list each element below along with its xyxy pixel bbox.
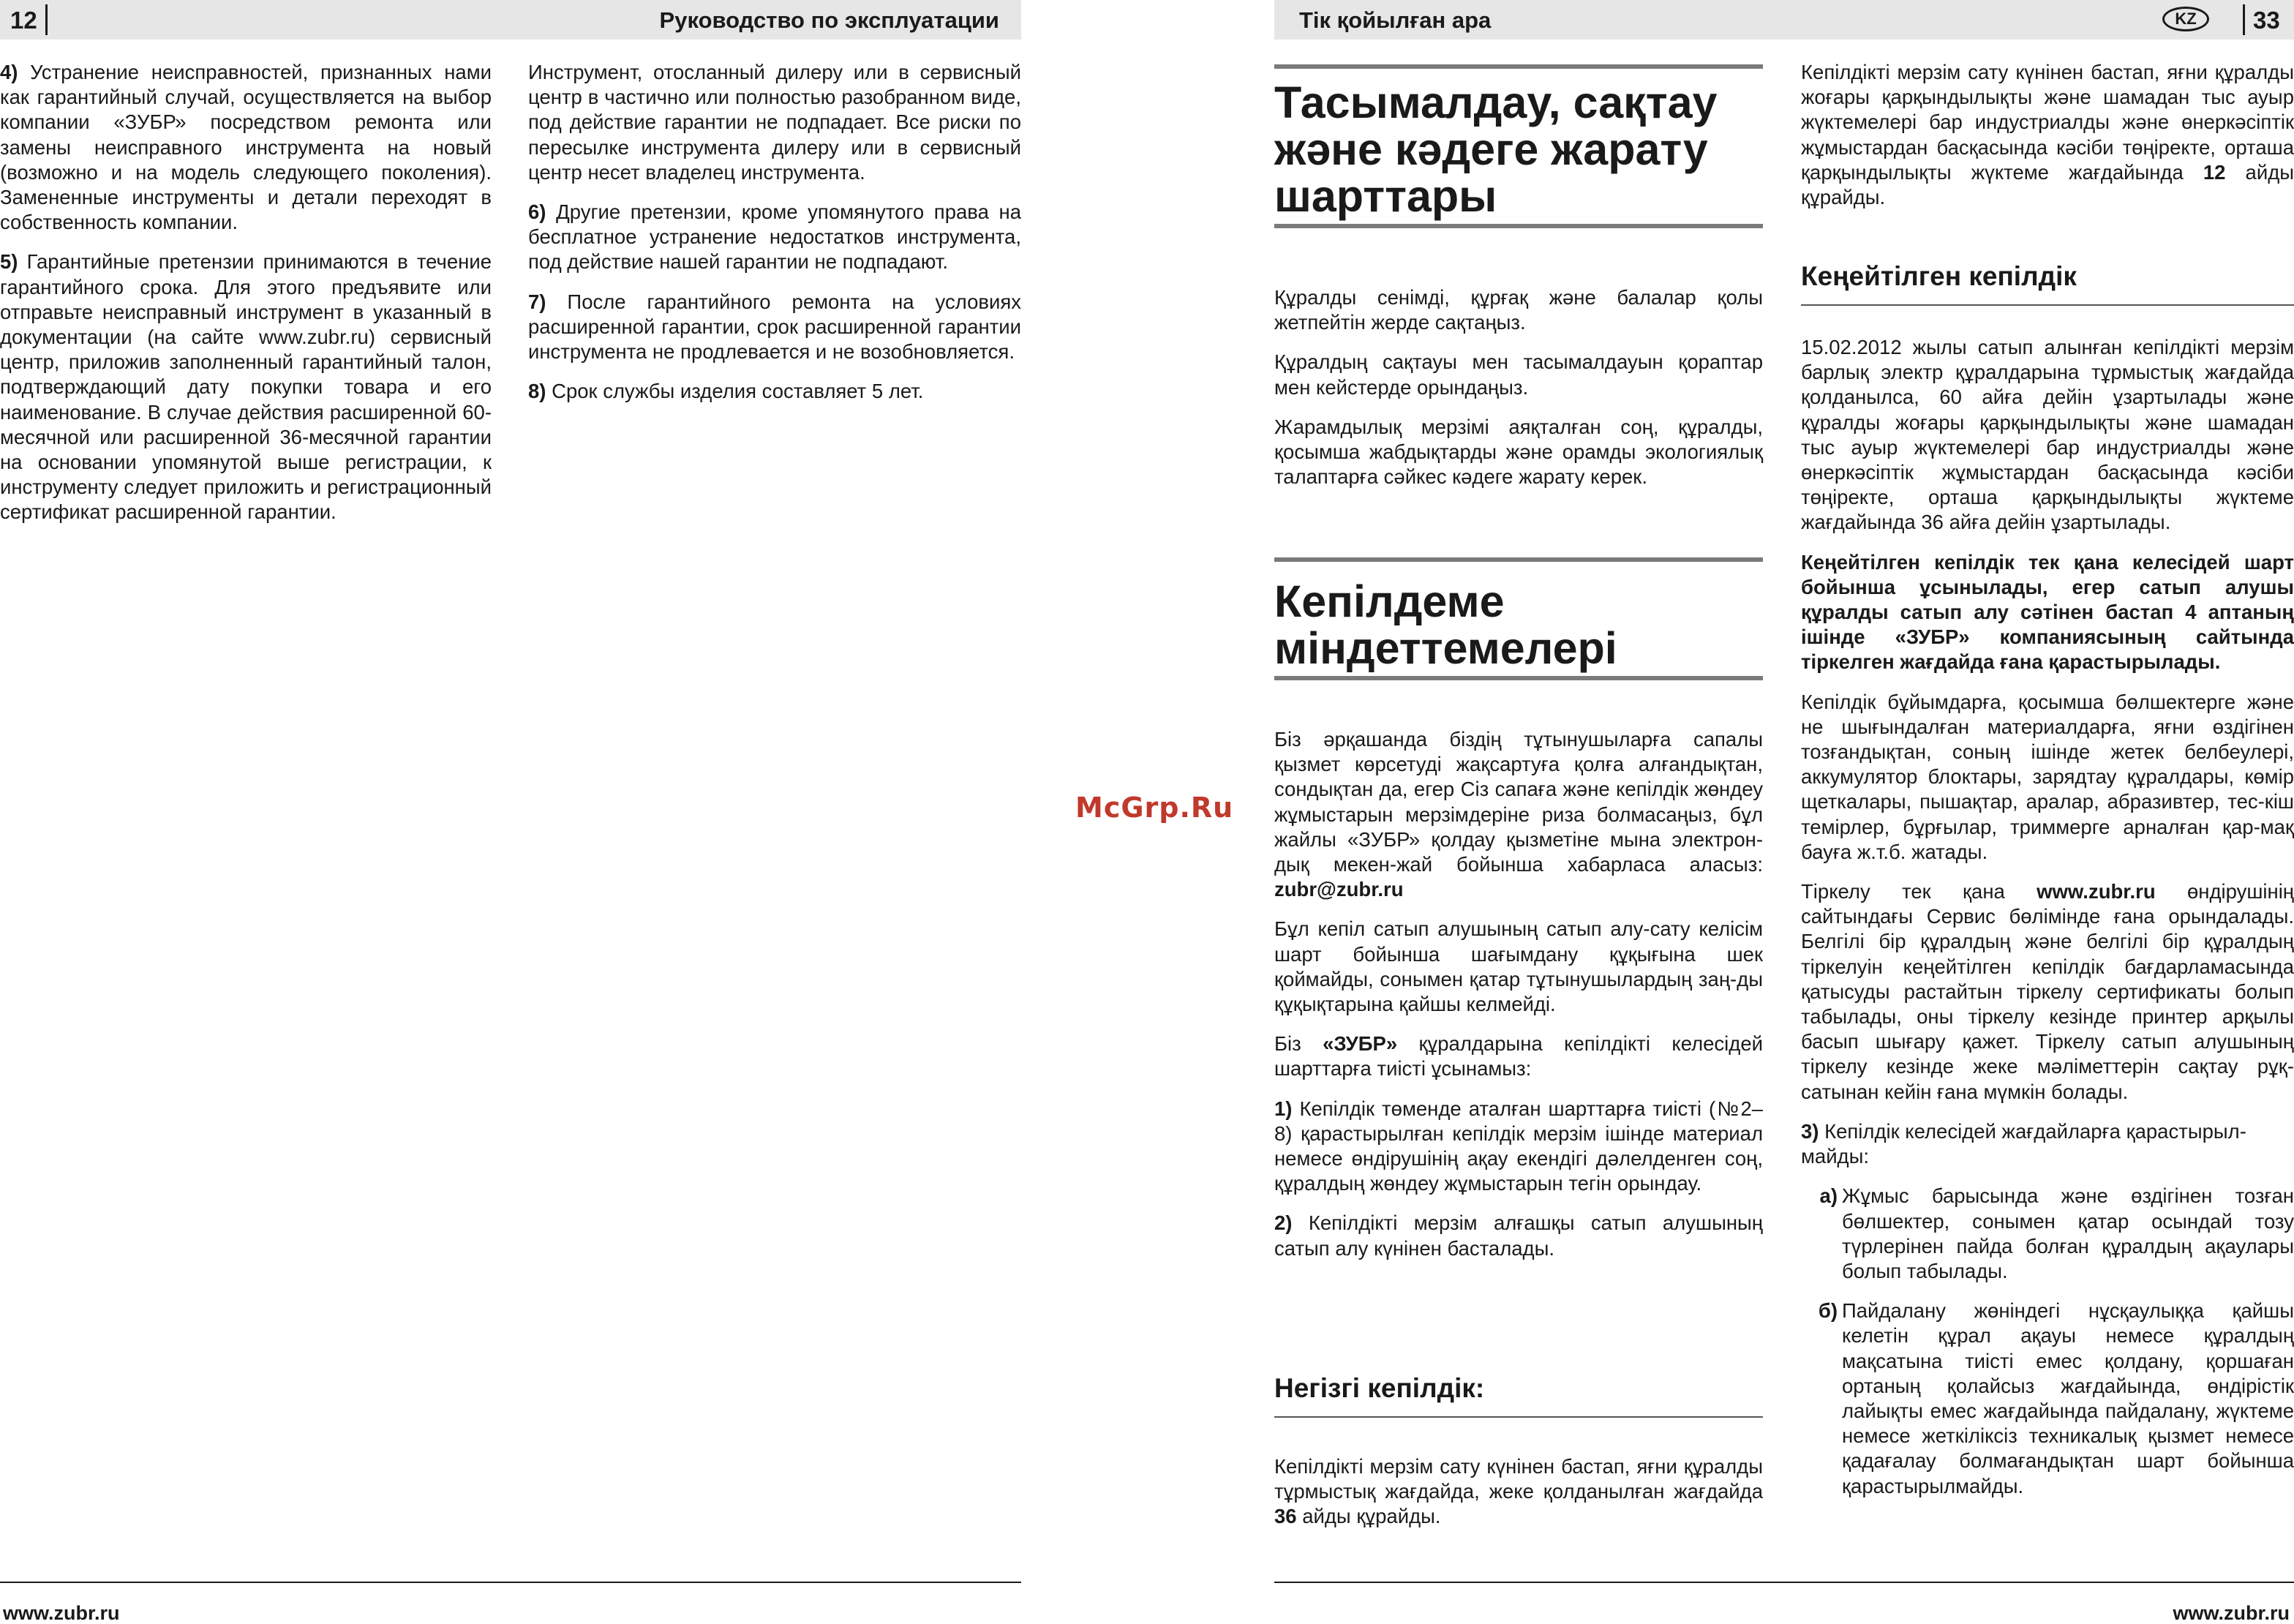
left-column-2 [528,60,1021,418]
paragraph: 6) Другие претензии, кроме упомянутого права на бесплатное устранение недостатков инструмента, под действие нашей гарантии не подпадают. [528,200,1021,274]
paragraph: Тіркелу тек қана www.zubr.ru өндірушінің сайтындағы Сервис бөлімінде ғана орындалады. Белгілі бір құралдың және белгілі бір құралдың тіркелуін кеңейтілген кепілдік бағдарламасында қатысуды растайтын тіркелу сертификаты болып табылады, оны тіркелу кезінде принтер арқылы басып шығару қажет. Тіркелу сатып алушының тіркелу кезінде жеке мәліметтерін сақтау рұқ-сатынан кейін ғана мүмкін болады. [1801,880,2294,1103]
right-page-number: 33 [2253,7,2280,34]
paragraph: Кепілдікті мерзім сату күнінен бастап, яғни құралды жоғары қарқындылықты және шамадан тыс ауыр жүктемелері бар индустриалды және өнеркәсіптік жұмыстардан басқасында кәсіби төңіректе, орташа қарқындылықты жүктеме жағдайында 12 айды құрайды. [1801,61,2294,209]
site-link[interactable]: www.zubr.ru [2037,880,2156,903]
basic-warranty-text [1274,1454,1763,1544]
paragraph: Құралдың сақтауы мен тасымалдауын қораптар мен кейстерде орындаңыз. [1274,350,1763,399]
section-title-warranty: Кепілдеме міндеттемелері [1274,576,1617,673]
email-link[interactable]: zubr@zubr.ru [1274,878,1404,901]
paragraph: 7) После гарантийного ремонта на условиях расширенной гарантии, срок расширенной гарантии инструмента не продлевается и не возобновляется. [528,290,1021,364]
subsection-rule [1274,1416,1763,1418]
paragraph: 5) Гарантийные претензии принимаются в течение гарантийного срока. Для этого предъявите или отправьте неисправный инструмент в указанный в документации (на сайте www.zubr.ru) сервисный центр, приложив заполненный гарантийный талон, подтверждающий дату покупки товара и его наименование. В случае действия расширенной 60-месячной или расширенной 36-месячной гарантии на основании упомянутой выше регистрации, к инструменту следует приложить и регистрационный сертификат расширенной гарантии. [0,250,492,524]
left-footer-line [0,1582,1021,1583]
section-title-transport: Тасымалдау, сақтау және кәдеге жарату шарттары [1274,78,1718,221]
section-rule [1274,224,1763,228]
list-item: а) Жұмыс барысында және өздігінен тозған бөлшектер, сонымен қатар осындай тозу түрлерінен пайда болған құралдың ақаулары болып табылады. [1819,1184,2294,1282]
left-page-number: 12 [10,7,37,34]
paragraph: 3) Кепілдік келесідей жағдайларға қарастырыл-майды: [1801,1119,2246,1168]
extended-warranty-title: Кеңейтілген кепілдік [1801,261,2077,291]
paragraph: 8) Срок службы изделия составляет 5 лет. [528,380,924,403]
list-item: б) Пайдалану жөніндегі нұсқаулыққа қайшы келетін құрал ақауы немесе құралдың мақсатына тиісті емес қолдану, қоршаған ортаның қолайсыз жағдайында, өндірістік лайықты емес жағдайында пайдалану, жүктеме немесе жеткіліксіз техникалық қызмет немесе қадағалау болмағандықтан шарт бойынша қарастырылмайды. [1818,1299,2294,1497]
watermark: McGrp.Ru [1075,792,1234,824]
paragraph: Біз әрқашанда біздің тұтынушыларға сапалы қызмет көрсетуді жақсартуға қолға алғандықтан, сондықтан да, егер Сіз сапаға және кепілдік жөндеу жұмыстарын мерзімдеріне риза болмасаңыз, бұл жайлы «ЗУБР» қолдау қызметіне мына электрон-дық мекен-жай бойынша хабарласа аласыз: zubr@zubr.ru [1274,728,1763,901]
paragraph: Кеңейтілген кепілдік тек қана келесідей шарт бойынша ұсынылады, егер сатып алушы құралды сатып алу сәтінен бастап 4 аптаның ішінде «ЗУБР» компаниясының сайтында тіркелген жағдайда ғана қарастырылады. [1801,550,2294,674]
right-footer-line [1274,1582,2294,1583]
extended-warranty-text [1801,335,2294,1514]
left-header-title: Руководство по эксплуатации [659,7,999,33]
right-column-2 [1801,60,2294,225]
right-header-separator [2243,4,2245,35]
section2-text [1274,727,1763,1276]
subsection-rule [1801,304,2294,306]
left-footer-url[interactable]: www.zubr.ru [3,1602,120,1624]
paragraph: 4) Устранение неисправностей, признанных нами как гарантийный случай, осуществляется на выбор компании «ЗУБР» посредством ремонта или замены неисправного инструмента на новый (возможно и на модель следующего поколения). Замененные инструменты и детали переходят в собственность компании. [0,61,492,234]
left-column-1 [0,60,492,540]
basic-warranty-title: Негізгі кепілдік: [1274,1373,1485,1403]
paragraph: Бұл кепіл сатып алушының сатып алу-сату келісім шарт бойынша шағымдану құқығына шек қоймайды, сонымен қатар тұтынушылардың заң-ды құқықтарына қайшы келмейді. [1274,917,1763,1016]
paragraph: Біз «ЗУБР» құралдарына кепілдікті келесідей шарттарға тиісті ұсынамыз: [1274,1032,1763,1080]
paragraph: Инструмент, отосланный дилеру или в сервисный центр в частично или полностью разобранном виде, под действие гарантии не подпадает. Все риски по пересылке инструмента дилеру или в сервисный центр несет владелец инструмента. [528,61,1021,184]
left-header-separator [45,4,48,35]
paragraph: Жарамдылық мерзімі аяқталған соң, құралды, қосымша жабдықтарды және орамды экологиялық талаптарға сәйкес кәдеге жарату керек. [1274,415,1763,489]
paragraph: Кепілдікті мерзім сату күнінен бастап, яғни құралды тұрмыстық жағдайда, жеке қолданылған жағдайда 36 айды құрайды. [1274,1455,1763,1528]
right-header-title: Тік қойылған ара [1299,7,1492,33]
section-rule [1274,557,1763,562]
paragraph: 15.02.2012 жылы сатып алынған кепілдікті мерзім барлық электр құралдарына тұрмыстық жағдайда қолданылса, 60 айға дейін ұзартылады және құралды жоғары қарқындылықты және шамадан тыс ауыр жүктемелері бар индустриалды және өнеркәсіптік жұмыстардан басқасында кәсіби төңіректе, орташа қарқындылықты жүктеме жағдайында 36 айға дейін ұзартылады. [1801,336,2294,534]
section-rule [1274,64,1763,69]
language-badge: KZ [2162,7,2209,31]
paragraph: 1) Кепілдік төменде аталған шарттарға тиісті (№2–8) қарастырылған кепілдік мерзім ішінде материал немесе өндірушінің ақау екендігі дәлелденген соң, құралдың жөндеу жұмыстарын тегін орындау. [1274,1097,1763,1195]
section-rule [1274,676,1763,680]
right-footer-url[interactable]: www.zubr.ru [2173,1602,2290,1624]
paragraph: Кепілдік бұйымдарға, қосымша бөлшектерге және не шығындалған материалдарға, яғни өздігінен тозғандықтан, соның ішінде жетек белбеулері, аккумулятор блоктары, зарядтау құралдары, көмір щеткалары, пышақтар, аралар, абразивтер, тес-кіш темірлер, бұрғылар, триммерге арналған қар-мақ бауға ж.т.б. жатады. [1801,690,2294,863]
paragraph: 2) Кепілдікті мерзім алғашқы сатып алушының сатып алу күнінен басталады. [1274,1211,1763,1260]
paragraph: Құралды сенімді, құрғақ және балалар қолы жетпейтін жерде сақтаңыз. [1274,286,1763,334]
section1-text [1274,285,1763,504]
